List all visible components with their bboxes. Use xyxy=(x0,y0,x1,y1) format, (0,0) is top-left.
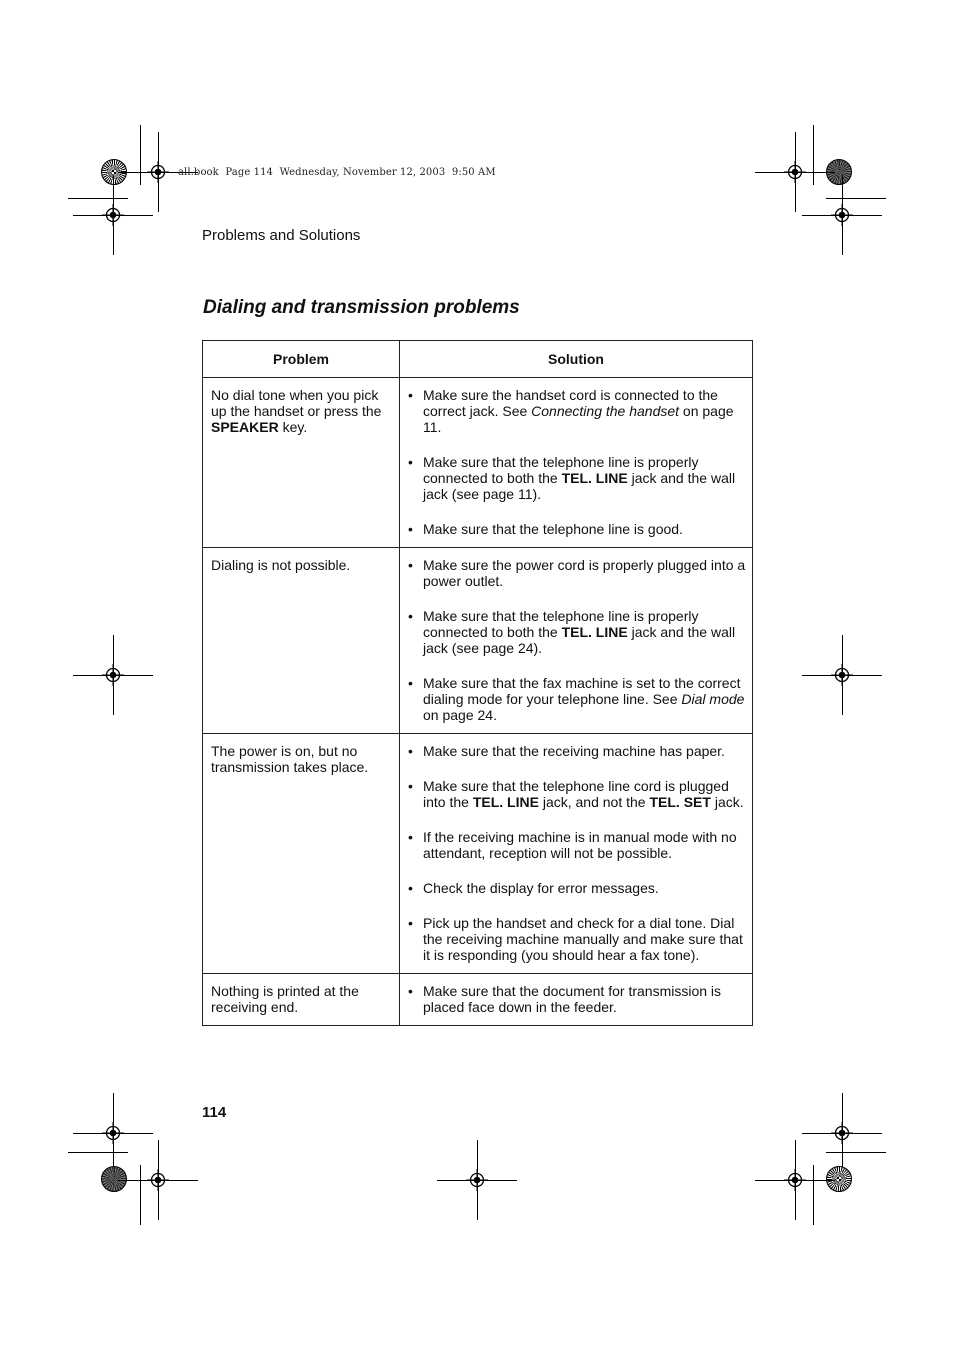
bullet-icon: • xyxy=(408,608,413,624)
text-run: The power is on, but no transmission takes place. xyxy=(211,743,369,775)
crop-mark-line xyxy=(113,175,114,255)
text-run: key. xyxy=(278,419,308,435)
solution-list xyxy=(408,557,748,723)
table-row xyxy=(203,378,753,548)
key-label: TEL. LINE xyxy=(561,470,628,486)
text-run: Pick up the handset and check for a dial tone. Dial the receiving machine manually and make sure that it is responding (you should hear a fax tone). xyxy=(423,915,743,963)
table-row xyxy=(203,734,753,974)
crop-mark-line xyxy=(158,1140,159,1220)
bullet-icon: • xyxy=(408,829,413,845)
problem-cell xyxy=(203,974,400,1026)
crop-mark-line xyxy=(158,132,159,212)
text-run: Make sure that the telephone line is properly connected to both the xyxy=(423,608,699,640)
solution-cell xyxy=(400,378,753,548)
bullet-icon: • xyxy=(408,387,413,403)
text-run: Nothing is printed at the receiving end. xyxy=(211,983,359,1015)
crop-mark-line xyxy=(842,1093,843,1173)
bullet-icon: • xyxy=(408,675,413,691)
crop-mark-line xyxy=(68,198,128,199)
table-body xyxy=(203,378,753,1026)
text-run: on page 11. xyxy=(423,403,734,435)
problem-cell xyxy=(203,548,400,734)
table-row xyxy=(203,974,753,1026)
crop-mark-line xyxy=(68,1152,128,1153)
troubleshooting-table xyxy=(202,340,753,1026)
color-bar-star-icon xyxy=(101,1166,127,1192)
bullet-icon: • xyxy=(408,521,413,537)
solution-cell xyxy=(400,974,753,1026)
cross-reference: Dial mode xyxy=(681,691,745,707)
crop-mark-line xyxy=(795,1140,796,1220)
solution-item xyxy=(408,387,748,435)
print-slug-line: all.book Page 114 Wednesday, November 12, 2003 9:50 AM xyxy=(178,167,496,178)
solution-list xyxy=(408,743,748,963)
color-bar-star-icon xyxy=(826,1166,852,1192)
solution-item xyxy=(408,778,748,810)
text-run: Make sure that the telephone line is good. xyxy=(423,521,683,537)
solution-item xyxy=(408,521,748,537)
text-run: on page 24. xyxy=(423,707,497,723)
text-run: If the receiving machine is in manual mode with no attendant, reception will not be possible. xyxy=(423,829,737,861)
solution-list xyxy=(408,983,748,1015)
table-row xyxy=(203,548,753,734)
text-run: jack and the wall jack (see page 24). xyxy=(423,624,736,656)
crop-mark-line xyxy=(140,125,141,185)
crop-mark-line xyxy=(842,175,843,255)
problem-cell xyxy=(203,378,400,548)
text-run: Make sure the handset cord is connected to the correct jack. See xyxy=(423,387,718,419)
solution-item xyxy=(408,915,748,963)
text-run: Make sure that the receiving machine has paper. xyxy=(423,743,725,759)
solution-list xyxy=(408,387,748,537)
key-label: SPEAKER xyxy=(211,419,279,435)
text-run: Make sure that the document for transmission is placed face down in the feeder. xyxy=(423,983,722,1015)
crop-mark-line xyxy=(113,1093,114,1173)
solution-cell xyxy=(400,548,753,734)
key-label: TEL. SET xyxy=(649,794,711,810)
crop-mark-line xyxy=(113,635,114,715)
bullet-icon: • xyxy=(408,557,413,573)
bullet-icon: • xyxy=(408,915,413,931)
crop-mark-line xyxy=(826,198,886,199)
text-run: Make sure that the telephone line is properly connected to both the xyxy=(423,454,699,486)
text-run: Make sure that the telephone line cord is plugged into the xyxy=(423,778,729,810)
problem-cell xyxy=(203,734,400,974)
crop-mark-line xyxy=(140,1165,141,1225)
column-header-solution: Solution xyxy=(400,341,753,378)
text-run: jack, and not the xyxy=(538,794,650,810)
solution-cell xyxy=(400,734,753,974)
crop-mark-line xyxy=(826,1152,886,1153)
solution-item xyxy=(408,675,748,723)
crop-mark-line xyxy=(477,1140,478,1220)
solution-item xyxy=(408,454,748,502)
bullet-icon: • xyxy=(408,778,413,794)
crop-mark-line xyxy=(813,1165,814,1225)
crop-mark-line xyxy=(842,635,843,715)
page-number: 114 xyxy=(202,1104,227,1121)
solution-item xyxy=(408,557,748,589)
bullet-icon: • xyxy=(408,983,413,999)
text-run: Make sure that the fax machine is set to the correct dialing mode for your telephone line. See xyxy=(423,675,741,707)
solution-item xyxy=(408,983,748,1015)
column-header-problem: Problem xyxy=(203,341,400,378)
bullet-icon: • xyxy=(408,454,413,470)
crop-mark-line xyxy=(795,132,796,212)
solution-item xyxy=(408,743,748,759)
text-run: Check the display for error messages. xyxy=(423,880,659,896)
text-run: jack. xyxy=(710,794,744,810)
bullet-icon: • xyxy=(408,743,413,759)
table-header-row xyxy=(203,341,753,378)
bullet-icon: • xyxy=(408,880,413,896)
crop-mark-line xyxy=(813,125,814,185)
solution-item xyxy=(408,880,748,896)
text-run: Make sure the power cord is properly plugged into a power outlet. xyxy=(423,557,746,589)
solution-item xyxy=(408,829,748,861)
key-label: TEL. LINE xyxy=(561,624,628,640)
cross-reference: Connecting the handset xyxy=(531,403,680,419)
section-title: Dialing and transmission problems xyxy=(203,297,520,318)
text-run: No dial tone when you pick up the handset or press the xyxy=(211,387,382,419)
text-run: jack and the wall jack (see page 11). xyxy=(423,470,736,502)
running-head: Problems and Solutions xyxy=(202,227,361,244)
solution-item xyxy=(408,608,748,656)
text-run: Dialing is not possible. xyxy=(211,557,351,573)
key-label: TEL. LINE xyxy=(472,794,539,810)
